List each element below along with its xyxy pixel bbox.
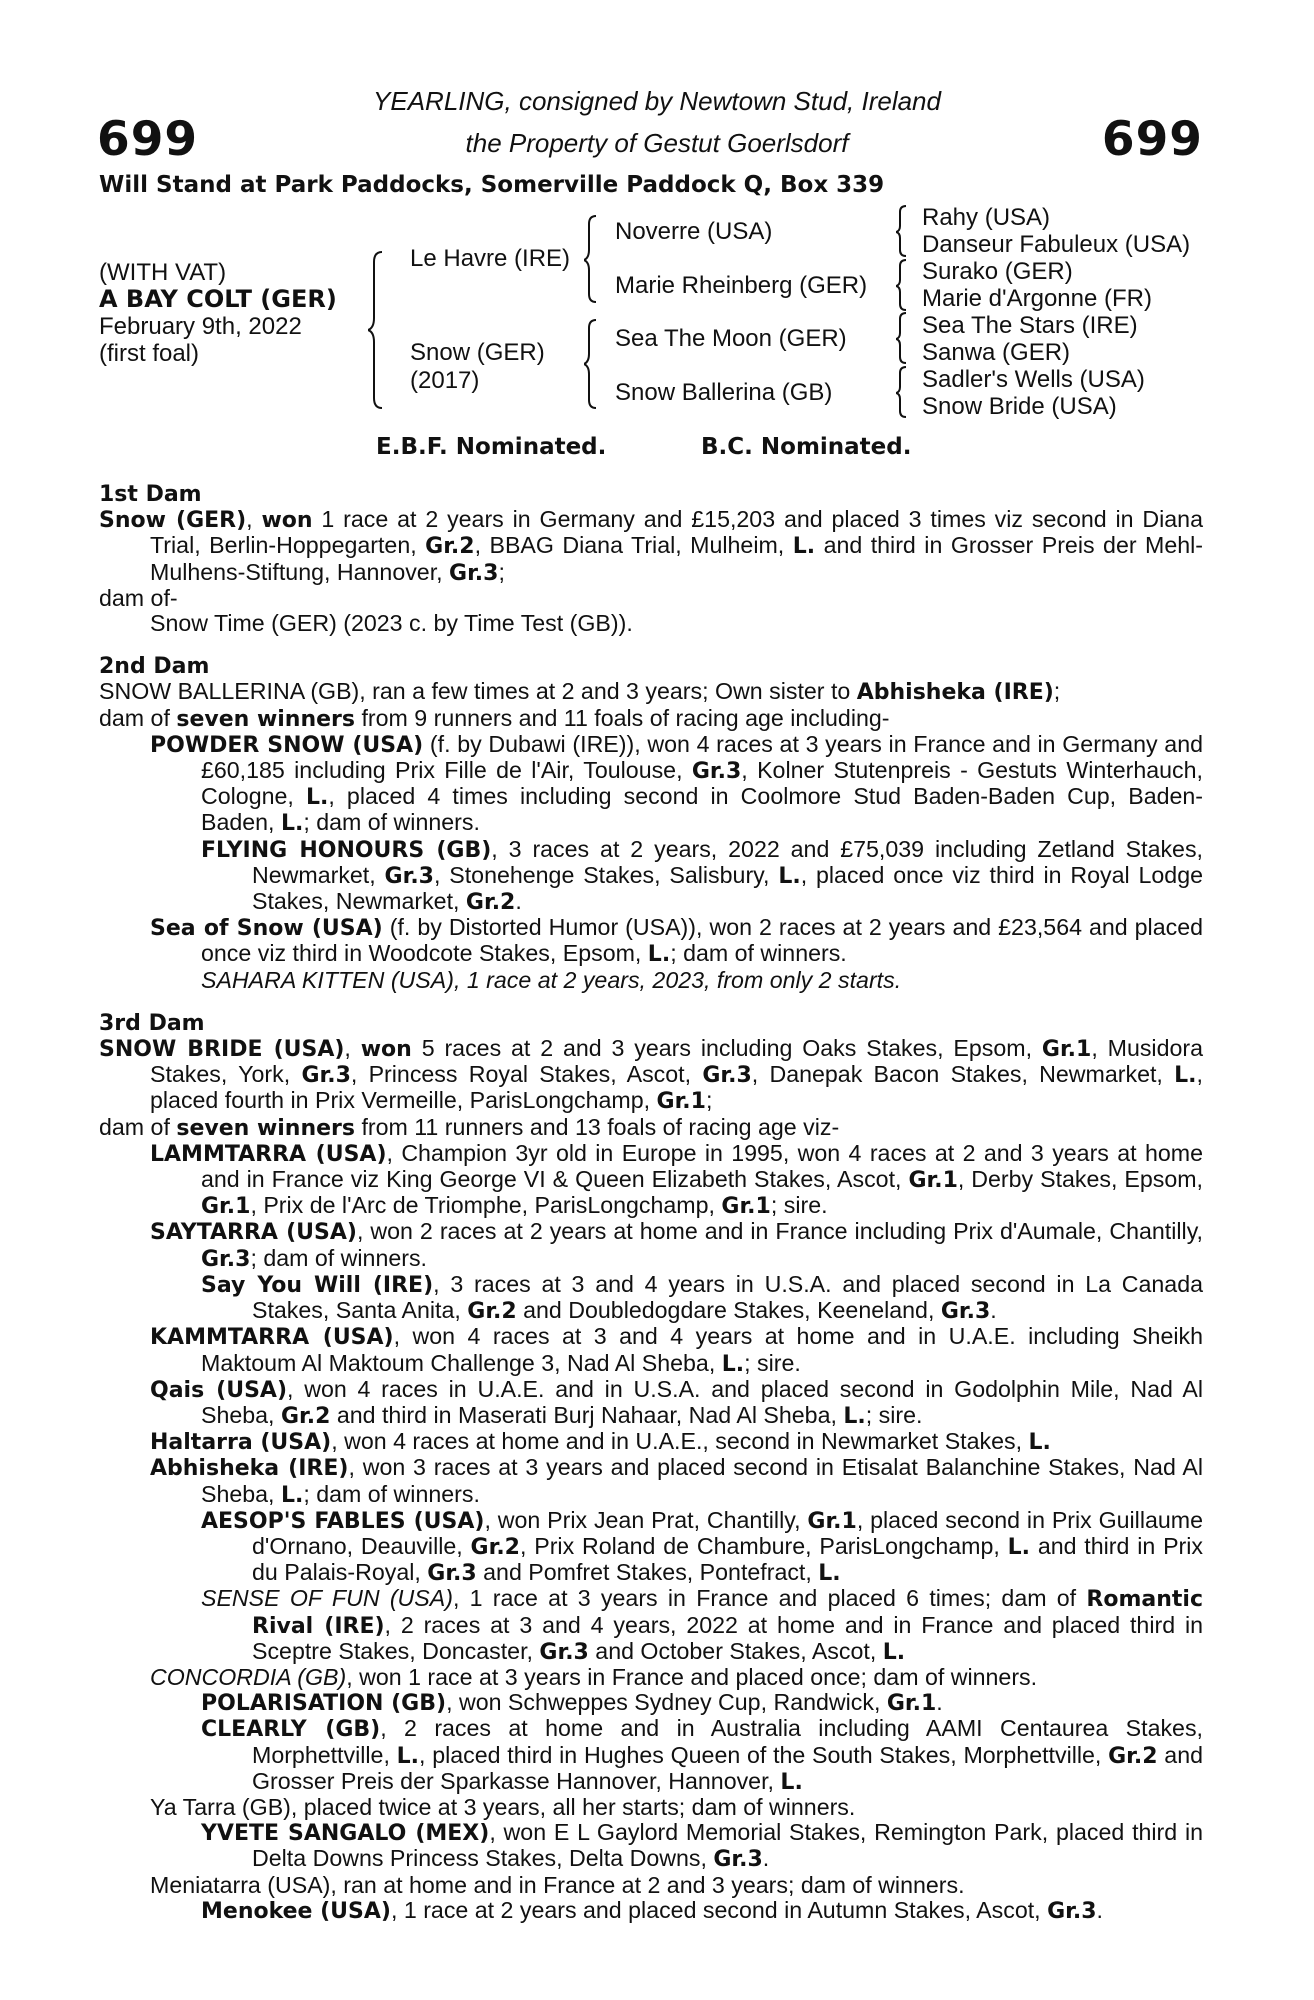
pedigree-brace-main bbox=[368, 250, 398, 410]
lot-number-right: 699 bbox=[1101, 112, 1203, 167]
list-item: Menokee (USA), 1 race at 2 years and placed second in Autumn Stakes, Ascot, Gr.3. bbox=[201, 1896, 1103, 1924]
pedigree-brace-dam bbox=[584, 318, 608, 410]
second-dam-produce-summary: dam of seven winners from 9 runners and 11 foals of racing age including- bbox=[99, 704, 890, 732]
list-item: CLEARLY (GB), 2 races at home and in Australia including AAMI Centaurea Stakes, Morphettville, L., placed third in Hughes Queen of the South Stakes, Morphettville, Gr.2 and Grosser Preis der Sparkasse Hannover, Hannover, L. bbox=[201, 1715, 1203, 1795]
list-item: SENSE OF FUN (USA), 1 race at 3 years in France and placed 6 times; dam of Romantic Rival (IRE), 2 races at 3 and 4 years, 2022 at home and in France and placed third in Sceptre Stakes, Doncaster, Gr.3 and October Stakes, Ascot, L. bbox=[201, 1585, 1203, 1665]
first-dam-entry: Snow (GER), won 1 race at 2 years in Germany and £15,203 and placed 3 times viz second in Diana Trial, Berlin-Hoppegarten, Gr.2, BBAG Diana Trial, Mulheim, L. and third in Grosser Preis der Mehl-Mulhens-Stiftung, Hannover, Gr.3; bbox=[99, 506, 1204, 586]
sire-dam: Marie Rheinberg (GER) bbox=[615, 272, 868, 299]
ebf-nomination: E.B.F. Nominated. bbox=[376, 434, 607, 460]
produce-line: Snow Time (GER) (2023 c. by Time Test (GB)). bbox=[150, 610, 633, 637]
list-item: POLARISATION (GB), won Schweppes Sydney Cup, Randwick, Gr.1. bbox=[201, 1689, 943, 1717]
gen3-5: Sea The Stars (IRE) bbox=[922, 312, 1138, 339]
gen3-7: Sadler's Wells (USA) bbox=[922, 366, 1145, 393]
gen3-6: Sanwa (GER) bbox=[922, 339, 1071, 366]
pedigree-brace-4b bbox=[896, 258, 916, 312]
pedigree-brace-sire bbox=[584, 214, 608, 304]
second-dam-heading: 2nd Dam bbox=[99, 654, 210, 680]
list-item: Ya Tarra (GB), placed twice at 3 years, all her starts; dam of winners. bbox=[150, 1793, 856, 1820]
dam: Snow (GER) bbox=[410, 339, 545, 366]
first-foal-note: (first foal) bbox=[99, 340, 200, 367]
foaling-date: February 9th, 2022 bbox=[99, 313, 302, 340]
list-item: YVETE SANGALO (MEX), won E L Gaylord Memorial Stakes, Remington Park, placed third in Delta Downs Princess Stakes, Delta Downs, Gr.3. bbox=[201, 1819, 1203, 1873]
gen3-3: Surako (GER) bbox=[922, 258, 1073, 285]
sire: Le Havre (IRE) bbox=[410, 245, 571, 272]
family-notes bbox=[99, 482, 1203, 1924]
third-dam-heading: 3rd Dam bbox=[99, 1010, 205, 1036]
gen3-2: Danseur Fabuleux (USA) bbox=[922, 231, 1191, 258]
gen3-1: Rahy (USA) bbox=[922, 204, 1051, 231]
list-item: Qais (USA), won 4 races in U.A.E. and in U.S.A. and placed second in Godolphin Mile, Nad Al Sheba, Gr.2 and third in Maserati Burj Nahaar, Nad Al Sheba, L.; sire. bbox=[150, 1375, 1203, 1429]
bc-nomination: B.C. Nominated. bbox=[701, 434, 912, 460]
list-item: Abhisheka (IRE), won 3 races at 3 years and placed second in Etisalat Balanchine Stakes, Nad Al Sheba, L.; dam of winners. bbox=[150, 1454, 1203, 1508]
list-item: AESOP'S FABLES (USA), won Prix Jean Prat, Chantilly, Gr.1, placed second in Prix Guillaume d'Ornano, Deauville, Gr.2, Prix Roland de Chambure, ParisLongchamp, L. and third in Prix du Palais-Royal, Gr.3 and Pomfret Stakes, Pontefract, L. bbox=[201, 1506, 1204, 1587]
lot-number-left: 699 bbox=[97, 112, 199, 167]
list-item: FLYING HONOURS (GB), 3 races at 2 years, 2022 and £75,039 including Zetland Stakes, Newmarket, Gr.3, Stonehenge Stakes, Salisbury, L., placed once viz third in Royal Lodge Stakes, Newmarket, Gr.2. bbox=[201, 835, 1203, 916]
stand-location: Will Stand at Park Paddocks, Somerville Paddock Q, Box 339 bbox=[99, 172, 885, 198]
gen3-4: Marie d'Argonne (FR) bbox=[922, 285, 1152, 312]
first-dam-heading: 1st Dam bbox=[99, 482, 202, 507]
list-item: Meniatarra (USA), ran at home and in France at 2 and 3 years; dam of winners. bbox=[150, 1871, 965, 1898]
pedigree-brace-4c bbox=[896, 311, 916, 365]
dam-sire: Sea The Moon (GER) bbox=[615, 325, 847, 352]
pedigree-brace-4d bbox=[896, 365, 916, 419]
list-item: CONCORDIA (GB), won 1 race at 3 years in France and placed once; dam of winners. bbox=[150, 1663, 1038, 1690]
vat-note: (WITH VAT) bbox=[99, 259, 227, 286]
third-dam-produce-summary: dam of seven winners from 11 runners and 13 foals of racing age viz- bbox=[99, 1113, 840, 1141]
list-item: Sea of Snow (USA) (f. by Distorted Humor (USA)), won 2 races at 2 years and £23,564 and placed once viz third in Woodcote Stakes, Epsom, L.; dam of winners. bbox=[150, 914, 1203, 968]
list-item: KAMMTARRA (USA), won 4 races at 3 and 4 years at home and in U.A.E. including Sheikh Maktoum Al Maktoum Challenge 3, Nad Al Sheba, L.; sire. bbox=[150, 1323, 1203, 1377]
consignment-line-2: the Property of Gestut Goerlsdorf bbox=[465, 128, 849, 158]
list-item: Say You Will (IRE), 3 races at 3 and 4 years in U.S.A. and placed second in La Canada Stakes, Santa Anita, Gr.2 and Doubledogdare Stakes, Keeneland, Gr.3. bbox=[201, 1270, 1203, 1325]
list-item: SAHARA KITTEN (USA), 1 race at 2 years, 2023, from only 2 starts. bbox=[201, 966, 902, 993]
dam-year: (2017) bbox=[410, 367, 480, 394]
horse-name: A BAY COLT (GER) bbox=[99, 285, 337, 313]
sire-sire: Noverre (USA) bbox=[615, 218, 773, 245]
third-dam-entry: SNOW BRIDE (USA), won 5 races at 2 and 3 years including Oaks Stakes, Epsom, Gr.1, Musidora Stakes, York, Gr.3, Princess Royal Stakes, Ascot, Gr.3, Danepak Bacon Stakes, Newmarket, L., placed fourth in Prix Vermeille, ParisLongchamp, Gr.1; bbox=[99, 1035, 1203, 1115]
dam-of-label: dam of- bbox=[99, 584, 178, 611]
second-dam-entry: SNOW BALLERINA (GB), ran a few times at 2 and 3 years; Own sister to Abhisheka (IRE); bbox=[99, 678, 1061, 706]
list-item: Haltarra (USA), won 4 races at home and in U.A.E., second in Newmarket Stakes, L. bbox=[150, 1428, 1051, 1456]
dam-dam: Snow Ballerina (GB) bbox=[615, 379, 833, 406]
pedigree-brace-4a bbox=[896, 204, 916, 258]
list-item: POWDER SNOW (USA) (f. by Dubawi (IRE)), won 4 races at 3 years in France and in Germany and £60,185 including Prix Fille de l'Air, Toulouse, Gr.3, Kolner Stutenpreis - Gestuts Winterhauch, Cologne, L., placed 4 times including second in Coolmore Stud Baden-Baden Cup, Baden-Baden, L.; dam of winners. bbox=[150, 730, 1203, 837]
gen3-8: Snow Bride (USA) bbox=[922, 393, 1117, 420]
list-item: LAMMTARRA (USA), Champion 3yr old in Europe in 1995, won 4 races at 2 and 3 years at home and in France viz King George VI & Queen Elizabeth Stakes, Ascot, Gr.1, Derby Stakes, Epsom, Gr.1, Prix de l'Arc de Triomphe, ParisLongchamp, Gr.1; sire. bbox=[150, 1139, 1204, 1220]
list-item: SAYTARRA (USA), won 2 races at 2 years at home and in France including Prix d'Aumale, Chantilly, Gr.3; dam of winners. bbox=[150, 1218, 1204, 1272]
consignment-line-1: YEARLING, consigned by Newtown Stud, Ireland bbox=[373, 86, 941, 116]
